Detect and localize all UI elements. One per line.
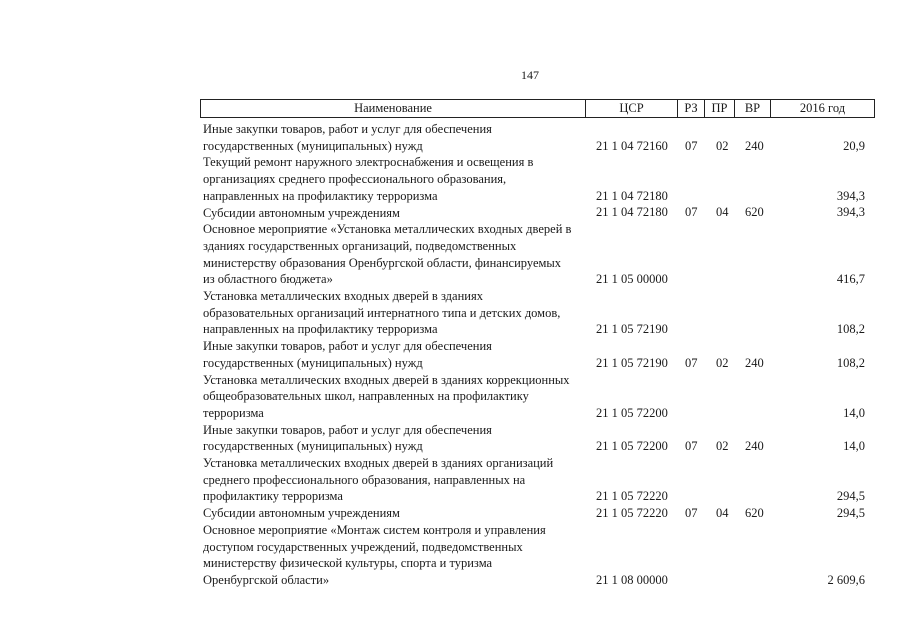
- row-value: 108,2: [836, 322, 865, 337]
- table-row: [200, 154, 875, 204]
- row-value: 294,5: [836, 506, 865, 521]
- row-name: Иные закупки товаров, работ и услуг для обеспечения государственных (муниципальных) нужд: [203, 339, 492, 370]
- table-row: [200, 338, 875, 371]
- table-row: [200, 422, 875, 455]
- row-rz: 07: [685, 439, 698, 454]
- page-number: 147: [521, 68, 539, 82]
- row-name: Основное мероприятие «Монтаж систем контроля и управления доступом государственных учреждений, подведомственных министерству физической культуры, спорта и туризма Оренбургской области»: [203, 522, 546, 587]
- row-rz: 07: [685, 205, 698, 220]
- row-name: Текущий ремонт наружного электроснабжения и освещения в организациях среднего профессионального образования, направленных на профилактику терроризма: [203, 155, 534, 203]
- table-row: [200, 455, 875, 505]
- row-rz: 07: [685, 138, 698, 153]
- table-row: [200, 221, 875, 288]
- header-vr: ВР: [734, 100, 770, 117]
- row-csr: 21 1 04 72160: [596, 138, 668, 153]
- row-csr: 21 1 05 72220: [596, 506, 668, 521]
- table-row: [200, 522, 875, 589]
- row-pr: 02: [716, 439, 729, 454]
- row-vr: 620: [745, 506, 764, 521]
- row-value: 394,3: [836, 205, 865, 220]
- row-value: 394,3: [836, 188, 865, 203]
- table-row: [200, 288, 875, 338]
- row-csr: 21 1 05 72200: [596, 439, 668, 454]
- header-year: 2016 год: [770, 100, 874, 117]
- row-vr: 240: [745, 355, 764, 370]
- row-value: 14,0: [843, 439, 865, 454]
- row-rz: 07: [685, 355, 698, 370]
- row-value: 2 609,6: [827, 572, 865, 587]
- row-pr: 04: [716, 506, 729, 521]
- row-name: Субсидии автономным учреждениям: [203, 506, 400, 521]
- row-vr: 240: [745, 138, 764, 153]
- table-row: [200, 121, 875, 154]
- row-csr: 21 1 05 72190: [596, 322, 668, 337]
- row-csr: 21 1 05 72190: [596, 355, 668, 370]
- header-name: Наименование: [354, 101, 432, 115]
- row-pr: 02: [716, 138, 729, 153]
- row-vr: 620: [745, 205, 764, 220]
- table-row: [200, 205, 875, 222]
- row-name: Иные закупки товаров, работ и услуг для обеспечения государственных (муниципальных) нужд: [203, 422, 492, 454]
- header-pr: ПР: [704, 100, 734, 117]
- row-name: Субсидии автономным учреждениям: [203, 205, 400, 220]
- header-rz: РЗ: [677, 100, 704, 117]
- row-vr: 240: [745, 439, 764, 454]
- row-name: Установка металлических входных дверей в зданиях коррекционных общеобразовательных школ, направленных на профилактику терроризма: [203, 372, 570, 420]
- row-name: Установка металлических входных дверей в зданиях организаций среднего профессионального образования, направленных на профилактику терроризма: [203, 456, 554, 504]
- row-rz: 07: [685, 506, 698, 521]
- row-value: 14,0: [843, 405, 865, 420]
- table-row: [200, 505, 875, 522]
- row-csr: 21 1 05 00000: [596, 272, 668, 287]
- row-pr: 02: [716, 355, 729, 370]
- table-header: [200, 99, 875, 118]
- row-value: 416,7: [836, 272, 865, 287]
- row-value: 20,9: [843, 138, 865, 153]
- table-row: [200, 372, 875, 422]
- row-csr: 21 1 08 00000: [596, 572, 668, 587]
- row-value: 294,5: [836, 489, 865, 504]
- row-csr: 21 1 05 72220: [596, 489, 668, 504]
- row-value: 108,2: [836, 355, 865, 370]
- row-name: Основное мероприятие «Установка металлических входных дверей в зданиях государственных организаций, подведомственных министерству образования Оренбургской области, финансируемых из областного бюджета»: [203, 222, 572, 287]
- row-name: Установка металлических входных дверей в зданиях образовательных организаций интернатного типа и детских домов, направленных на профилактику терроризма: [203, 289, 561, 337]
- header-csr: ЦСР: [585, 100, 677, 117]
- row-csr: 21 1 05 72200: [596, 405, 668, 420]
- row-name: Иные закупки товаров, работ и услуг для обеспечения государственных (муниципальных) нужд: [203, 122, 492, 153]
- row-csr: 21 1 04 72180: [596, 205, 668, 220]
- row-pr: 04: [716, 205, 729, 220]
- row-csr: 21 1 04 72180: [596, 188, 668, 203]
